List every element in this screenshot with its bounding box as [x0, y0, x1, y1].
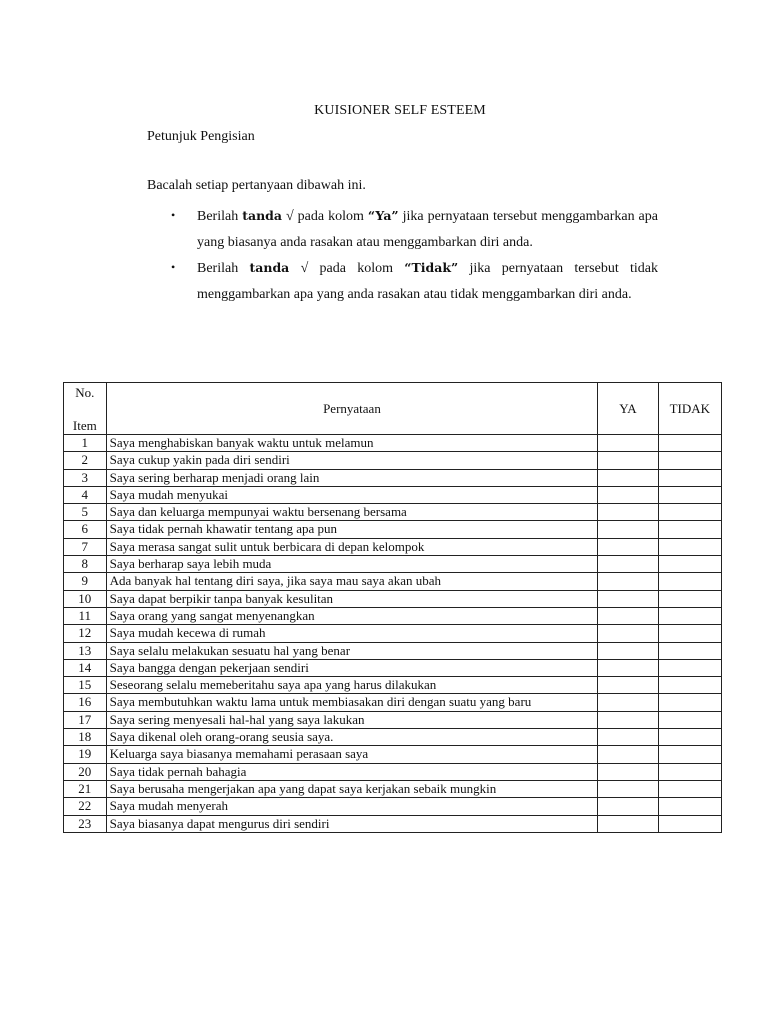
item-number: 12 [64, 625, 107, 642]
answer-cell-ya[interactable] [598, 556, 658, 573]
instruction-keyword: tanda [242, 208, 283, 223]
answer-cell-ya[interactable] [598, 538, 658, 555]
table-row [64, 642, 722, 659]
table-row [64, 763, 722, 780]
answer-cell-ya[interactable] [598, 452, 658, 469]
item-number: 5 [64, 504, 107, 521]
instruction-text: Berilah [197, 261, 250, 276]
instruction-text: pada kolom [308, 261, 405, 276]
table-row [64, 556, 722, 573]
item-number: 3 [64, 469, 107, 486]
answer-cell-tidak[interactable] [658, 607, 721, 624]
table-body [64, 435, 722, 833]
table-row [64, 469, 722, 486]
item-number: 11 [64, 607, 107, 624]
instruction-text: Berilah [197, 209, 243, 224]
table-header-row [64, 383, 722, 435]
answer-cell-tidak[interactable] [658, 729, 721, 746]
table-row [64, 607, 722, 624]
answer-cell-ya[interactable] [598, 746, 658, 763]
checkmark-icon: √ [286, 209, 294, 224]
item-number: 14 [64, 659, 107, 676]
item-number: 7 [64, 538, 107, 555]
statement-text: Saya mudah menyukai [106, 486, 598, 503]
answer-cell-tidak[interactable] [658, 780, 721, 797]
table-row [64, 625, 722, 642]
table-row [64, 798, 722, 815]
table-row [64, 780, 722, 797]
answer-cell-ya[interactable] [598, 711, 658, 728]
item-number: 18 [64, 729, 107, 746]
answer-cell-ya[interactable] [598, 469, 658, 486]
item-number: 17 [64, 711, 107, 728]
answer-cell-tidak[interactable] [658, 711, 721, 728]
bullet-icon: • [171, 208, 176, 222]
bullet-icon: • [171, 260, 176, 274]
instructions-intro: Bacalah setiap pertanyaan dibawah ini. [147, 178, 366, 193]
answer-cell-tidak[interactable] [658, 486, 721, 503]
answer-cell-tidak[interactable] [658, 452, 721, 469]
table-row [64, 711, 722, 728]
answer-cell-tidak[interactable] [658, 763, 721, 780]
statement-text: Saya dan keluarga mempunyai waktu bersenang bersama [106, 504, 598, 521]
statement-text: Seseorang selalu memeberitahu saya apa yang harus dilakukan [106, 677, 598, 694]
statement-text: Saya dikenal oleh orang-orang seusia saya. [106, 729, 598, 746]
header-no-label: No. [75, 385, 95, 400]
answer-cell-ya[interactable] [598, 486, 658, 503]
answer-cell-tidak[interactable] [658, 573, 721, 590]
answer-cell-ya[interactable] [598, 798, 658, 815]
statement-text: Saya membutuhkan waktu lama untuk membiasakan diri dengan suatu yang baru [106, 694, 598, 711]
answer-cell-ya[interactable] [598, 521, 658, 538]
item-number: 19 [64, 746, 107, 763]
answer-cell-ya[interactable] [598, 642, 658, 659]
item-number: 15 [64, 677, 107, 694]
answer-cell-tidak[interactable] [658, 556, 721, 573]
statement-text: Ada banyak hal tentang diri saya, jika saya mau saya akan ubah [106, 573, 598, 590]
table-row [64, 659, 722, 676]
answer-cell-ya[interactable] [598, 435, 658, 452]
item-number: 20 [64, 763, 107, 780]
answer-cell-ya[interactable] [598, 573, 658, 590]
answer-cell-tidak[interactable] [658, 798, 721, 815]
checkmark-icon: √ [300, 261, 309, 276]
instruction-text: pada kolom [293, 209, 368, 224]
answer-cell-ya[interactable] [598, 694, 658, 711]
statement-text: Saya selalu melakukan sesuatu hal yang benar [106, 642, 598, 659]
instruction-column-name: “Tidak” [404, 260, 459, 275]
instruction-tidak [171, 255, 658, 307]
answer-cell-tidak[interactable] [658, 659, 721, 676]
statement-text: Saya cukup yakin pada diri sendiri [106, 452, 598, 469]
answer-cell-tidak[interactable] [658, 694, 721, 711]
table-row [64, 590, 722, 607]
header-item-number [64, 383, 107, 435]
header-item-label: Item [72, 418, 97, 433]
item-number: 8 [64, 556, 107, 573]
document-title: KUISIONER SELF ESTEEM [314, 103, 486, 118]
answer-cell-tidak[interactable] [658, 677, 721, 694]
table-row [64, 435, 722, 452]
statement-text: Saya dapat berpikir tanpa banyak kesulitan [106, 590, 598, 607]
answer-cell-tidak[interactable] [658, 815, 721, 832]
answer-cell-ya[interactable] [598, 659, 658, 676]
questionnaire-table [63, 382, 722, 833]
item-number: 23 [64, 815, 107, 832]
statement-text: Saya biasanya dapat mengurus diri sendiri [106, 815, 598, 832]
item-number: 4 [64, 486, 107, 503]
table-row [64, 729, 722, 746]
instruction-ya [171, 203, 658, 255]
answer-cell-ya[interactable] [598, 729, 658, 746]
table-row [64, 815, 722, 832]
answer-cell-ya[interactable] [598, 763, 658, 780]
answer-cell-tidak[interactable] [658, 538, 721, 555]
answer-cell-ya[interactable] [598, 815, 658, 832]
answer-cell-tidak[interactable] [658, 504, 721, 521]
statement-text: Saya bangga dengan pekerjaan sendiri [106, 659, 598, 676]
header-statement: Pernyataan [106, 383, 598, 435]
statement-text: Saya mudah kecewa di rumah [106, 625, 598, 642]
answer-cell-ya[interactable] [598, 625, 658, 642]
answer-cell-tidak[interactable] [658, 642, 721, 659]
item-number: 6 [64, 521, 107, 538]
table-row [64, 521, 722, 538]
statement-text: Saya berharap saya lebih muda [106, 556, 598, 573]
statement-text: Saya berusaha mengerjakan apa yang dapat saya kerjakan sebaik mungkin [106, 780, 598, 797]
answer-cell-tidak[interactable] [658, 590, 721, 607]
answer-cell-ya[interactable] [598, 590, 658, 607]
header-tidak: TIDAK [658, 383, 721, 435]
statement-text: Saya tidak pernah bahagia [106, 763, 598, 780]
answer-cell-ya[interactable] [598, 504, 658, 521]
answer-cell-tidak[interactable] [658, 625, 721, 642]
statement-text: Saya merasa sangat sulit untuk berbicara di depan kelompok [106, 538, 598, 555]
instructions-list [171, 203, 658, 307]
table-row [64, 573, 722, 590]
item-number: 2 [64, 452, 107, 469]
statement-text: Saya tidak pernah khawatir tentang apa pun [106, 521, 598, 538]
answer-cell-ya[interactable] [598, 607, 658, 624]
instruction-text: jika pernyataan tersebut tidak menggambarkan apa yang anda rasakan atau tidak menggambarkan diri anda. [197, 261, 658, 302]
item-number: 10 [64, 590, 107, 607]
statement-text: Saya sering berharap menjadi orang lain [106, 469, 598, 486]
statement-text: Keluarga saya biasanya memahami perasaan saya [106, 746, 598, 763]
table-row [64, 677, 722, 694]
statement-text: Saya orang yang sangat menyenangkan [106, 607, 598, 624]
item-number: 13 [64, 642, 107, 659]
table-row [64, 538, 722, 555]
item-number: 22 [64, 798, 107, 815]
table-row [64, 694, 722, 711]
answer-cell-ya[interactable] [598, 780, 658, 797]
instruction-column-name: “Ya” [367, 208, 399, 223]
table-row [64, 486, 722, 503]
instruction-text: jika pernyataan tersebut menggambarkan apa yang biasanya anda rasakan atau menggambarkan diri anda. [197, 209, 658, 250]
table-row [64, 452, 722, 469]
answer-cell-tidak[interactable] [658, 746, 721, 763]
instructions-heading: Petunjuk Pengisian [147, 129, 255, 144]
table-row [64, 746, 722, 763]
statement-text: Saya sering menyesali hal-hal yang saya lakukan [106, 711, 598, 728]
item-number: 9 [64, 573, 107, 590]
item-number: 16 [64, 694, 107, 711]
answer-cell-ya[interactable] [598, 677, 658, 694]
answer-cell-tidak[interactable] [658, 435, 721, 452]
answer-cell-tidak[interactable] [658, 521, 721, 538]
answer-cell-tidak[interactable] [658, 469, 721, 486]
item-number: 21 [64, 780, 107, 797]
table-row [64, 504, 722, 521]
item-number: 1 [64, 435, 107, 452]
statement-text: Saya mudah menyerah [106, 798, 598, 815]
instruction-keyword: tanda [249, 260, 290, 275]
statement-text: Saya menghabiskan banyak waktu untuk melamun [106, 435, 598, 452]
header-ya: YA [598, 383, 658, 435]
